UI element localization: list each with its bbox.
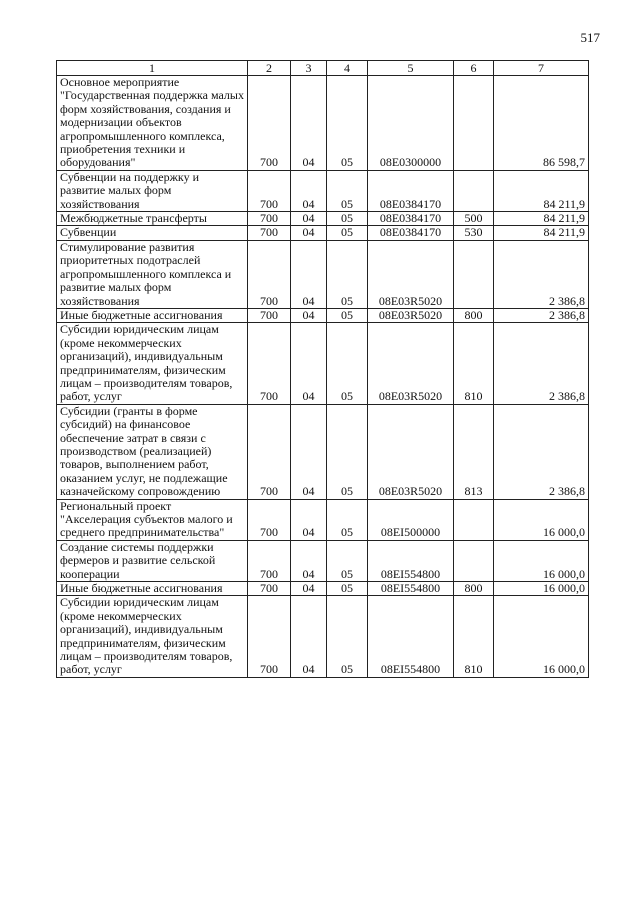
table-row	[57, 308, 589, 322]
row-col-5: 08Е03R5020	[368, 240, 454, 308]
row-col-2: 700	[248, 226, 291, 240]
row-col-2: 700	[248, 308, 291, 322]
row-col-5: 08Е0384170	[368, 226, 454, 240]
table-row	[57, 540, 589, 581]
row-col-2: 700	[248, 404, 291, 499]
row-name: Субсидии (гранты в форме субсидий) на финансовое обеспечение затрат в связи с производством (реализацией) товаров, выполнением работ, оказанием услуг, не подлежащие казначейскому сопровождению	[57, 404, 248, 499]
row-name: Субвенции на поддержку и развитие малых форм хозяйствования	[57, 170, 248, 211]
row-name: Субсидии юридическим лицам (кроме некоммерческих организаций), индивидуальным предпринимателям, физическим лицам – производителям товаров, работ, услуг	[57, 323, 248, 404]
row-col-3: 04	[291, 170, 327, 211]
row-col-6	[454, 240, 494, 308]
row-col-5: 08ЕI554800	[368, 582, 454, 596]
row-name: Региональный проект "Акселерация субъектов малого и среднего предпринимательства"	[57, 499, 248, 540]
row-col-4: 05	[327, 226, 368, 240]
row-col-2: 700	[248, 582, 291, 596]
row-col-2: 700	[248, 212, 291, 226]
row-col-7: 2 386,8	[494, 404, 589, 499]
header-col-2: 2	[248, 61, 291, 76]
row-col-5: 08ЕI554800	[368, 540, 454, 581]
row-col-4: 05	[327, 596, 368, 677]
table-row	[57, 596, 589, 677]
row-col-6	[454, 499, 494, 540]
row-name: Стимулирование развития приоритетных подотраслей агропромышленного комплекса и развитие малых форм хозяйствования	[57, 240, 248, 308]
row-col-2: 700	[248, 170, 291, 211]
row-col-4: 05	[327, 404, 368, 499]
header-col-5: 5	[368, 61, 454, 76]
row-col-4: 05	[327, 308, 368, 322]
table-header-row	[57, 61, 589, 76]
row-name: Субсидии юридическим лицам (кроме некоммерческих организаций), индивидуальным предпринимателям, физическим лицам – производителям товаров, работ, услуг	[57, 596, 248, 677]
table-row	[57, 240, 589, 308]
row-col-5: 08Е03R5020	[368, 404, 454, 499]
row-col-6: 813	[454, 404, 494, 499]
row-col-3: 04	[291, 226, 327, 240]
row-col-5: 08Е0384170	[368, 170, 454, 211]
table-row	[57, 499, 589, 540]
table-row	[57, 170, 589, 211]
row-col-3: 04	[291, 596, 327, 677]
row-col-6: 500	[454, 212, 494, 226]
row-col-4: 05	[327, 582, 368, 596]
row-col-7: 84 211,9	[494, 212, 589, 226]
row-col-6	[454, 170, 494, 211]
row-col-2: 700	[248, 596, 291, 677]
row-col-3: 04	[291, 499, 327, 540]
row-col-7: 2 386,8	[494, 240, 589, 308]
header-col-1: 1	[57, 61, 248, 76]
header-col-4: 4	[327, 61, 368, 76]
row-col-5: 08Е0384170	[368, 212, 454, 226]
row-name: Создание системы поддержки фермеров и развитие сельской кооперации	[57, 540, 248, 581]
row-col-2: 700	[248, 323, 291, 404]
row-col-6: 800	[454, 308, 494, 322]
table-row	[57, 76, 589, 171]
row-col-3: 04	[291, 212, 327, 226]
row-col-2: 700	[248, 240, 291, 308]
row-col-7: 16 000,0	[494, 499, 589, 540]
row-col-7: 86 598,7	[494, 76, 589, 171]
row-col-7: 84 211,9	[494, 170, 589, 211]
row-col-5: 08ЕI554800	[368, 596, 454, 677]
row-col-4: 05	[327, 499, 368, 540]
row-col-7: 16 000,0	[494, 540, 589, 581]
row-col-3: 04	[291, 323, 327, 404]
table-row	[57, 212, 589, 226]
row-col-7: 84 211,9	[494, 226, 589, 240]
row-name: Субвенции	[57, 226, 248, 240]
row-col-6	[454, 76, 494, 171]
header-col-6: 6	[454, 61, 494, 76]
row-col-5: 08Е03R5020	[368, 323, 454, 404]
row-col-6: 530	[454, 226, 494, 240]
row-col-3: 04	[291, 582, 327, 596]
row-col-2: 700	[248, 540, 291, 581]
header-col-3: 3	[291, 61, 327, 76]
page-number: 517	[580, 30, 600, 45]
row-col-4: 05	[327, 323, 368, 404]
row-col-3: 04	[291, 540, 327, 581]
row-col-3: 04	[291, 308, 327, 322]
row-col-7: 2 386,8	[494, 323, 589, 404]
table-row	[57, 226, 589, 240]
row-col-5: 08ЕI500000	[368, 499, 454, 540]
table-row	[57, 323, 589, 404]
row-col-7: 16 000,0	[494, 596, 589, 677]
row-name: Межбюджетные трансферты	[57, 212, 248, 226]
row-col-3: 04	[291, 240, 327, 308]
row-col-4: 05	[327, 170, 368, 211]
row-col-2: 700	[248, 499, 291, 540]
table-row	[57, 582, 589, 596]
row-col-6	[454, 540, 494, 581]
row-name: Иные бюджетные ассигнования	[57, 308, 248, 322]
row-col-5: 08Е0300000	[368, 76, 454, 171]
row-col-4: 05	[327, 76, 368, 171]
row-name: Основное мероприятие "Государственная поддержка малых форм хозяйствования, создания и модернизации объектов агропромышленного комплекса, приобретения техники и оборудования"	[57, 76, 248, 171]
table-row	[57, 404, 589, 499]
budget-table	[56, 60, 589, 678]
row-col-4: 05	[327, 212, 368, 226]
row-col-6: 810	[454, 323, 494, 404]
row-col-2: 700	[248, 76, 291, 171]
row-col-7: 2 386,8	[494, 308, 589, 322]
header-col-7: 7	[494, 61, 589, 76]
row-col-5: 08Е03R5020	[368, 308, 454, 322]
row-col-3: 04	[291, 76, 327, 171]
row-name: Иные бюджетные ассигнования	[57, 582, 248, 596]
row-col-6: 810	[454, 596, 494, 677]
row-col-4: 05	[327, 540, 368, 581]
row-col-3: 04	[291, 404, 327, 499]
row-col-6: 800	[454, 582, 494, 596]
row-col-4: 05	[327, 240, 368, 308]
row-col-7: 16 000,0	[494, 582, 589, 596]
